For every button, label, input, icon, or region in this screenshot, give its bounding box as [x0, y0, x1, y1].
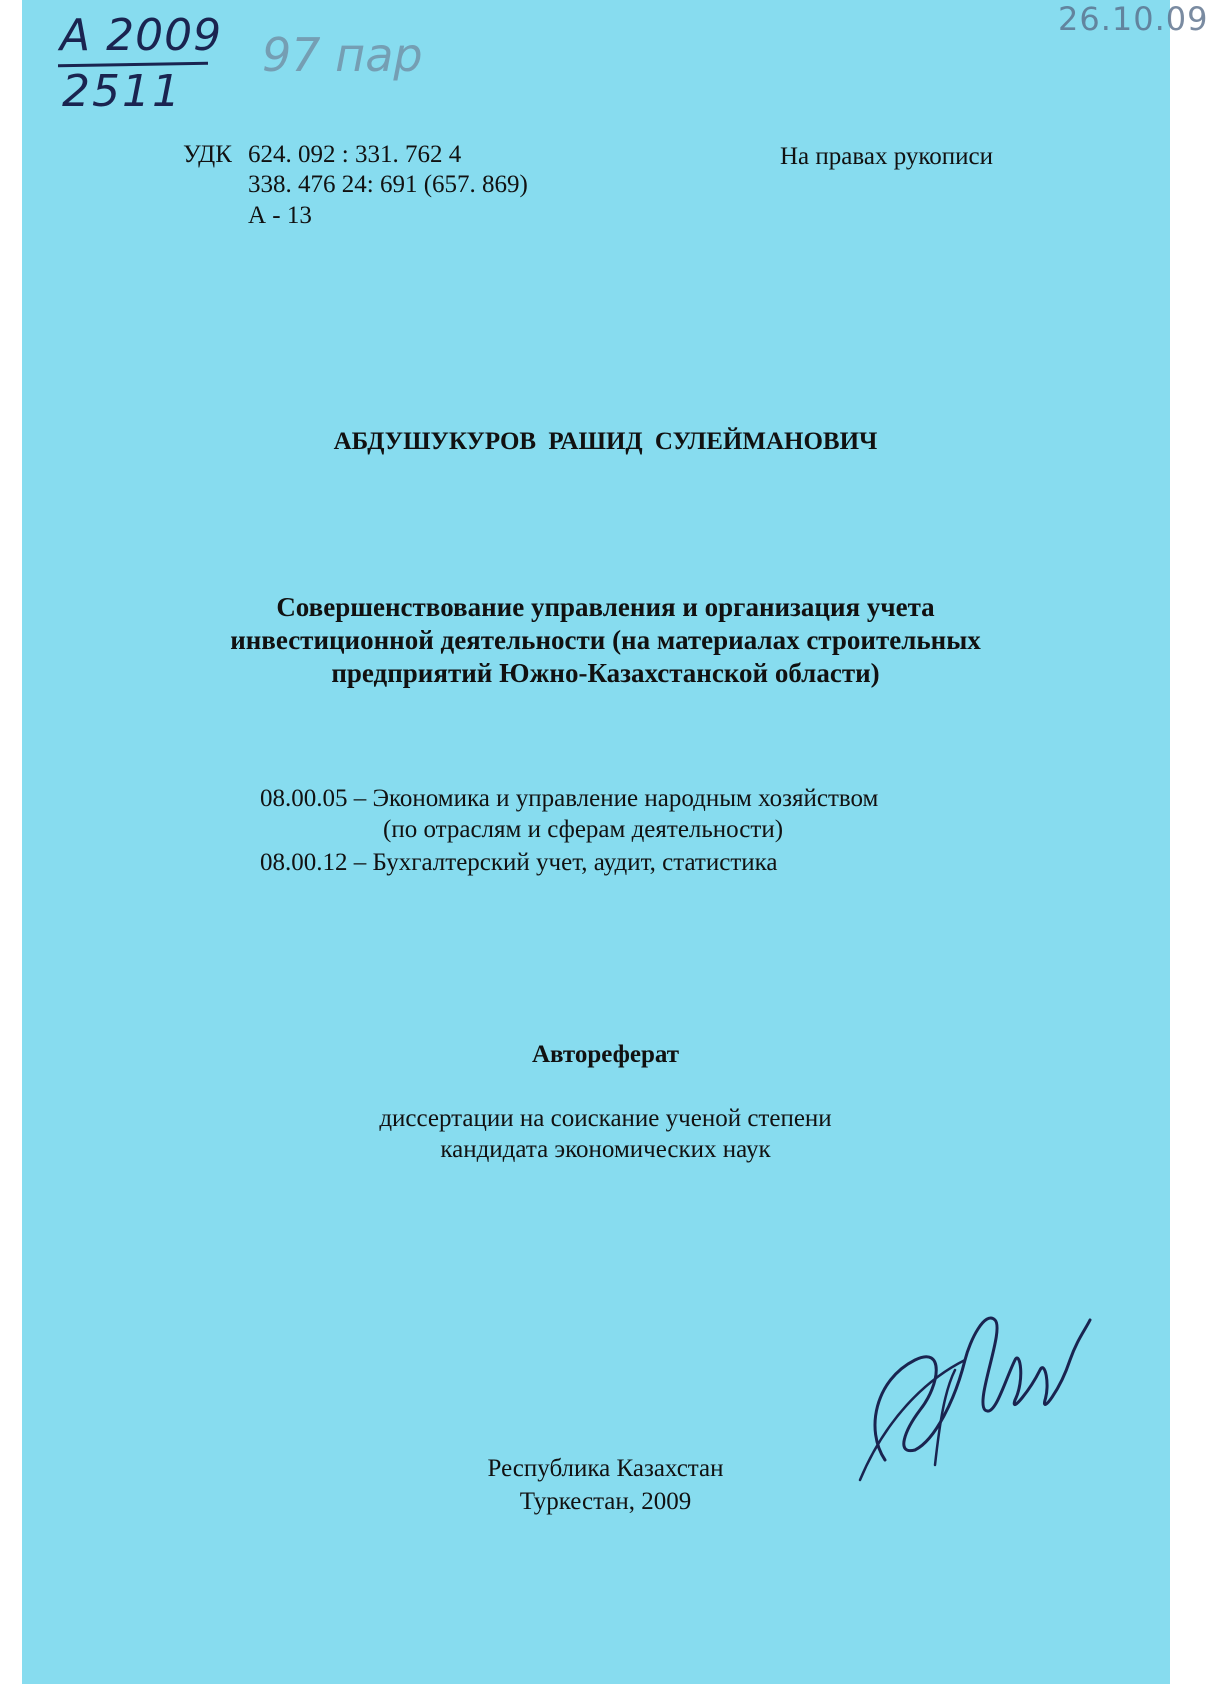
title-line-3: предприятий Южно-Казахстанской области) [331, 658, 880, 688]
author-name: АБДУШУКУРОВ РАШИД СУЛЕЙМАНОВИЧ [333, 428, 878, 455]
pages-note: 97 пар [262, 28, 423, 82]
specialty-2: 08.00.12 – Бухгалтерский учет, аудит, статистика [260, 849, 778, 876]
title-line-2: инвестиционной деятельности (на материалах строительных [230, 625, 981, 655]
udc-code-1: 624. 092 : 331. 762 4 [248, 141, 462, 168]
date-note: 26.10.09 [1058, 0, 1209, 38]
specialty-1-continuation: (по отраслям и сферам деятельности) [383, 816, 784, 843]
udc-label: УДК [183, 141, 232, 168]
inventory-number-top: A 2009 [60, 10, 223, 61]
country: Республика Казахстан [487, 1455, 724, 1482]
manuscript-rights: На правах рукописи [780, 143, 993, 170]
udc-code-3: А - 13 [248, 202, 312, 229]
degree-line-2: кандидата экономических наук [440, 1136, 771, 1163]
specialty-1: 08.00.05 – Экономика и управление народным хозяйством [260, 785, 879, 812]
page-edge [1170, 0, 1191, 1684]
document-genre: Автореферат [531, 1041, 680, 1068]
degree-line-1: диссертации на соискание ученой степени [379, 1105, 832, 1132]
title-line-1: Совершенствование управления и организация учета [276, 592, 935, 622]
inventory-number-bottom: 2511 [62, 66, 182, 117]
city-year: Туркестан, 2009 [519, 1488, 692, 1515]
udc-code-2: 338. 476 24: 691 (657. 869) [248, 171, 528, 198]
